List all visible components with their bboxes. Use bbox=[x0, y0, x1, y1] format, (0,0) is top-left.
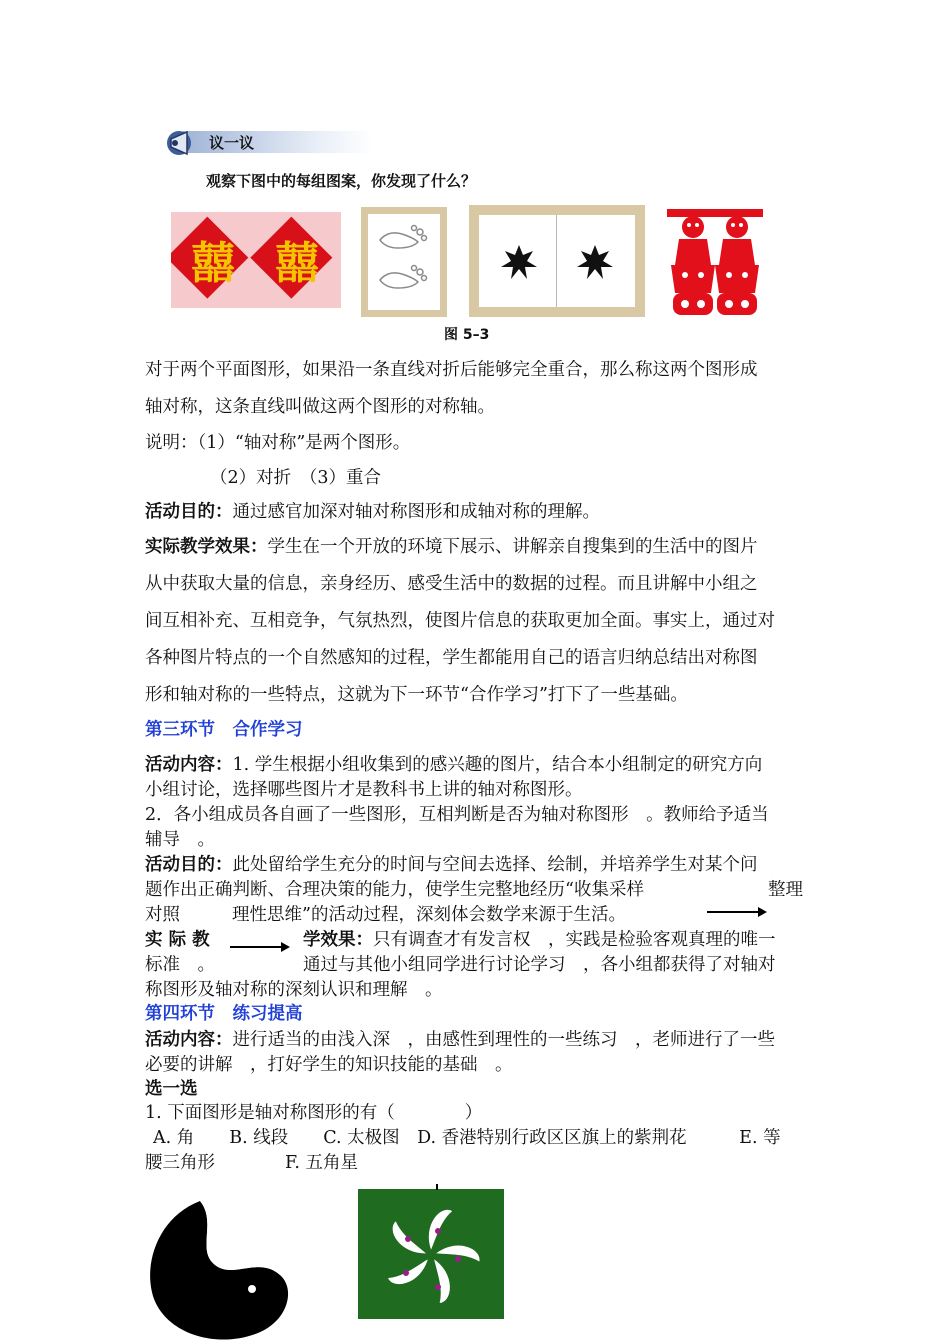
arrow-2-head bbox=[281, 942, 290, 952]
effect-1-line-2: 从中获取大量的信息，亲身经历、感受生活中的数据的过程。而且讲解中小组之 bbox=[145, 574, 758, 594]
svg-text:囍: 囍 bbox=[191, 238, 235, 289]
exercise-options-line-1: A. 角 B. 线段 C. 太极图 D. 香港特别行政区区旗上的紫荆花 E. 等 bbox=[153, 1128, 781, 1148]
double-happiness-image bbox=[171, 212, 341, 308]
content-3-line-1: 活动内容：1. 学生根据小组收集到的感兴趣的图片，结合本小组制定的研究方向 bbox=[145, 755, 763, 775]
effect-1-line-3: 间互相补充、互相竞争，气氛热烈，使图片信息的获取更加全面。事实上，通过对 bbox=[145, 611, 775, 631]
bauhinia-flag-image bbox=[358, 1189, 504, 1319]
footprint-frame-image bbox=[361, 207, 447, 317]
figure-caption: 图 5–3 bbox=[444, 327, 490, 343]
exercise-question: 1. 下面图形是轴对称图形的有（ ） bbox=[145, 1103, 483, 1123]
content-3-line-2: 小组讨论，选择哪些图片才是教科书上讲的轴对称图形。 bbox=[145, 780, 583, 800]
purpose-3-line-1: 活动目的：此处留给学生充分的时间与空间去选择、绘制，并培养学生对某个问 bbox=[145, 855, 758, 875]
effect-1-line-1: 实际教学效果：学生在一个开放的环境下展示、讲解亲自搜集到的生活中的图片 bbox=[145, 537, 758, 557]
note-line-2: （2）对折 （3）重合 bbox=[210, 468, 382, 488]
section-4-title: 第四环节 练习提高 bbox=[145, 1004, 303, 1024]
purpose-3-line-2a: 题作出正确判断、合理决策的能力，使学生完整地经历“收集采样 bbox=[145, 880, 644, 900]
effect-1-line-4: 各种图片特点的一个自然感知的过程，学生都能用自己的语言归纳总结出对称图 bbox=[145, 648, 758, 668]
definition-line-1: 对于两个平面图形，如果沿一条直线对折后能够完全重合，那么称这两个图形成 bbox=[145, 360, 758, 380]
content-4-label: 活动内容： bbox=[145, 1030, 233, 1050]
svg-text:囍: 囍 bbox=[275, 238, 319, 289]
effect-3-line-3: 称图形及轴对称的深刻认识和理解 。 bbox=[145, 980, 443, 1000]
purpose-3-line-3a: 对照 bbox=[145, 905, 180, 925]
content-3-label: 活动内容： bbox=[145, 755, 233, 775]
flag-pole-tip bbox=[436, 1184, 438, 1190]
ink-blot-left bbox=[501, 245, 537, 279]
taiji-image bbox=[140, 1195, 295, 1344]
effect-3-label-b: 学效果： bbox=[303, 930, 373, 950]
purpose-3-label: 活动目的： bbox=[145, 855, 233, 875]
arrow-2 bbox=[230, 946, 282, 948]
arrow-1 bbox=[707, 911, 759, 913]
section-3-title: 第三环节 合作学习 bbox=[145, 720, 303, 740]
xi-diamond-left bbox=[171, 217, 248, 299]
exercise-heading: 选一选 bbox=[145, 1079, 198, 1099]
purpose-3-line-2b: 整理 bbox=[768, 880, 803, 900]
content-3-line-3: 2．各小组成员各自画了一些图形，互相判断是否为轴对称图形 。教师给予适当 bbox=[145, 805, 769, 825]
effect-3-line-2a: 标准 。 bbox=[145, 955, 215, 975]
section-header-label: 议一议 bbox=[209, 134, 255, 152]
fold-line bbox=[556, 215, 557, 307]
arrow-1-head bbox=[758, 907, 767, 917]
effect-3-label-a: 实 际 教 bbox=[145, 930, 210, 950]
purpose-1-label: 活动目的： bbox=[145, 502, 233, 522]
purpose-1 bbox=[145, 500, 600, 524]
purpose-3-line-3b: 理性思维”的活动过程，深刻体会数学来源于生活。 bbox=[232, 905, 626, 925]
effect-1-line-5: 形和轴对称的一些特点，这就为下一环节“合作学习”打下了一些基础。 bbox=[145, 685, 688, 705]
note-line-1: 说明：（1）“轴对称”是两个图形。 bbox=[145, 433, 411, 453]
paper-cut-dolls-image bbox=[665, 205, 765, 320]
footprint-shapes bbox=[380, 226, 427, 289]
prompt-text: 观察下图中的每组图案，你发现了什么？ bbox=[206, 172, 477, 190]
megaphone-icon bbox=[165, 127, 199, 157]
definition-line-2: 轴对称，这条直线叫做这两个图形的对称轴。 bbox=[145, 397, 495, 417]
section-header bbox=[165, 127, 375, 157]
ink-blot-frame-image bbox=[469, 205, 645, 317]
ink-blot-right bbox=[577, 245, 613, 279]
effect-3-line-2b: 通过与其他小组同学进行讨论学习 ，各小组都获得了对轴对 bbox=[303, 955, 776, 975]
effect-3-line-1: 学效果：只有调查才有发言权 ，实践是检验客观真理的唯一 bbox=[303, 930, 776, 950]
xi-diamond-right bbox=[250, 217, 332, 299]
content-3-line-4: 辅导 。 bbox=[145, 830, 215, 850]
purpose-1-text: 通过感官加深对轴对称图形和成轴对称的理解。 bbox=[232, 502, 600, 522]
effect-1-label: 实际教学效果： bbox=[145, 537, 268, 557]
exercise-options-line-2: 腰三角形 F. 五角星 bbox=[145, 1153, 359, 1173]
content-4-line-1: 活动内容：进行适当的由浅入深 ，由感性到理性的一些练习 ，老师进行了一些 bbox=[145, 1030, 775, 1050]
content-4-line-2: 必要的讲解 ，打好学生的知识技能的基础 。 bbox=[145, 1055, 513, 1075]
